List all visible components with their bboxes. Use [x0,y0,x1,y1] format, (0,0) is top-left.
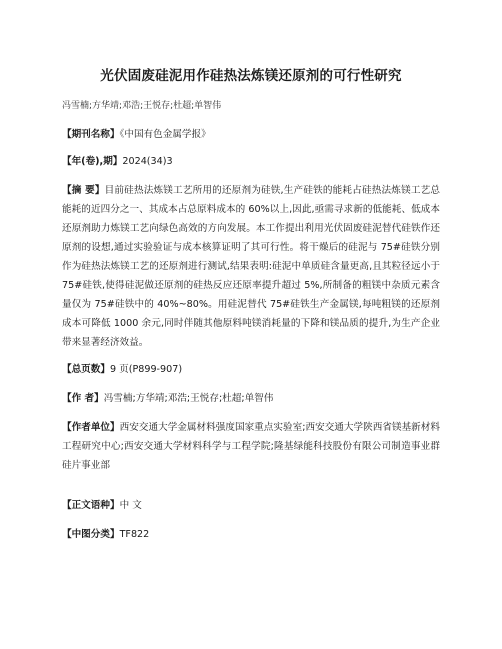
language-field [62,496,440,515]
classification-value: TF822 [119,529,150,540]
abstract-label: 【摘 要】 [62,185,105,196]
year-issue-value: 2024(34)3 [122,156,173,167]
authors-value: 冯雪楠;方华靖;邓浩;王悦存;杜超;单智伟 [103,393,274,404]
pages-label: 【总页数】 [62,364,110,375]
journal-label: 【期刊名称】 [62,129,120,140]
classification-label: 【中图分类】 [62,529,120,540]
year-issue-label: 【年(卷),期】 [62,156,123,167]
journal-field [62,125,440,144]
abstract-field [62,181,440,352]
affiliation-value: 西安交通大学金属材料强度国家重点实验室;西安交通大学陕西省镁基新材料工程研究中心;西安交通大学材料科学与工程学院;隆基绿能科技股份有限公司制造事业群硅片事业部 [62,422,440,471]
authors-label: 【作 者】 [62,393,104,404]
language-value: 中 文 [119,500,142,511]
pages-field [62,360,440,379]
pages-value: 9 页(P899-907) [109,364,183,375]
language-label: 【正文语种】 [62,500,120,511]
author-list: 冯雪楠;方华靖;邓浩;王悦存;杜超;单智伟 [62,101,222,111]
authors-field [62,389,440,408]
affiliation-field [62,418,440,475]
journal-value: 《中国有色金属学报》 [119,129,211,140]
classification-field [62,525,440,544]
year-issue-field [62,152,440,171]
affiliation-label: 【作者单位】 [62,422,120,433]
paper-title: 光伏固废硅泥用作硅热法炼镁还原剂的可行性研究 [100,68,402,84]
abstract-text: 目前硅热法炼镁工艺所用的还原剂为硅铁,生产硅铁的能耗占硅热法炼镁工艺总能耗的近四分之一、其成本占总原料成本的 60%以上,因此,亟需寻求新的低能耗、低成本还原剂助力炼镁工艺向绿色高效的方向发展。本工作提出利用光伏固废硅泥替代硅铁作还原剂的设想,通过实验验证与成本核算证明了其可行性。将干燥后的硅泥与 75#硅铁分别作为硅热法炼镁工艺的还原剂进行测试,结果表明:硅泥中单质硅含量更高,且其粒径远小于 75#硅铁,使得硅泥做还原剂的硅热反应还原率提升超过 5%,所制备的粗镁中杂质元素含量仅为 75#硅铁中的 40%~80%。用硅泥替代 75#硅铁生产金属镁,每吨粗镁的还原剂成本可降低 1000 余元,同时伴随其他原料吨镁消耗量的下降和镁品质的提升,为生产企业带来显著经济效益。 [62,185,440,348]
